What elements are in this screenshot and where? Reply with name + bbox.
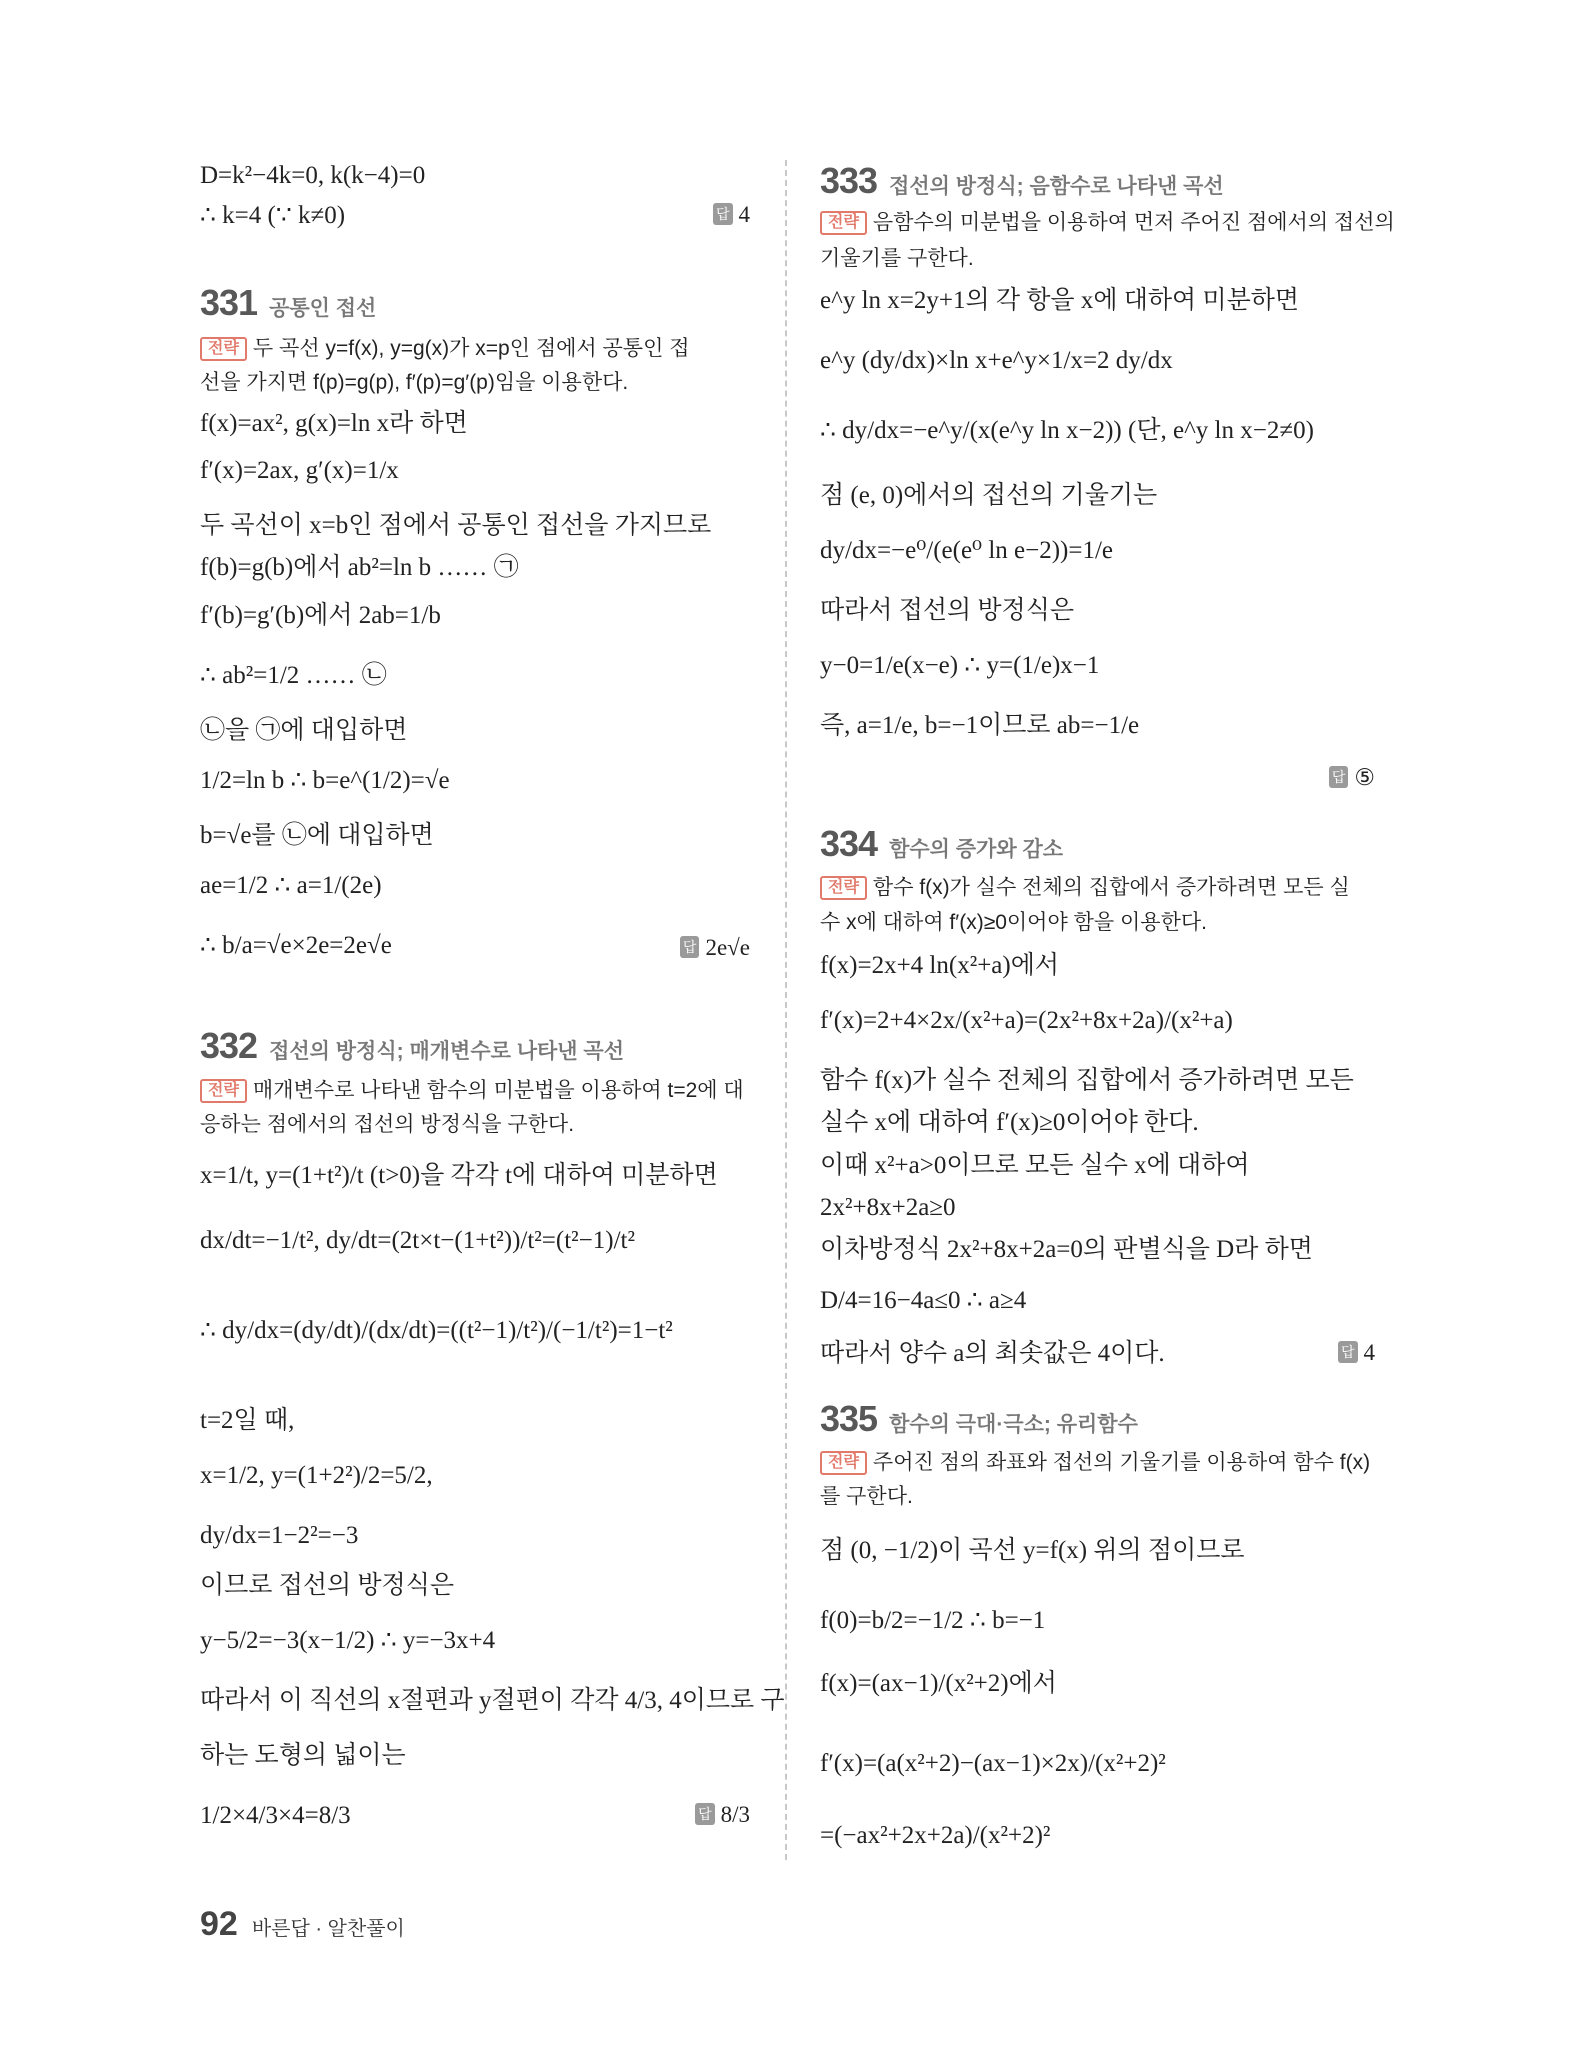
text-line: ∴ dy/dx=(dy/dt)/(dx/dt)=((t²−1)/t²)/(−1/t²)=1−t² [200,1317,673,1344]
problem-number: 334 [820,823,878,864]
strategy-line: 전략 매개변수로 나타낸 함수의 미분법을 이용하여 t=2에 대 [200,1076,744,1106]
problem-header-332 [200,1025,624,1067]
problem-number: 331 [200,282,258,323]
problem-title: 접선의 방정식; 매개변수로 나타낸 곡선 [269,1040,624,1063]
text-line: D/4=16−4a≤0 ∴ a≥4 [820,1287,1027,1314]
text-line: b=√e를 ㉡에 대입하면 [200,822,434,849]
text-line: D=k²−4k=0, k(k−4)=0 [200,162,426,189]
text-line: ∴ ab²=1/2 …… ㉡ [200,662,387,689]
text-line: ∴ dy/dx=−e^y/(x(e^y ln x−2)) (단, e^y ln x−2≠0) [820,417,1314,444]
text-line: 점 (e, 0)에서의 접선의 기울기는 [820,482,1158,509]
problem-number: 332 [200,1025,258,1066]
text-line: f′(b)=g′(b)에서 2ab=1/b [200,602,441,629]
problem-number: 333 [820,160,878,201]
text-line: 따라서 양수 a의 최솟값은 4이다. [820,1340,1165,1367]
page-footer [200,1905,405,1944]
text-line: f′(x)=(a(x²+2)−(ax−1)×2x)/(x²+2)² [820,1750,1166,1777]
text-line: 이므로 접선의 방정식은 [200,1572,455,1599]
text-line: 2x²+8x+2a≥0 [820,1194,956,1221]
text-line: e^y (dy/dx)×ln x+e^y×1/x=2 dy/dx [820,347,1173,374]
strategy-line: 전략 주어진 점의 좌표와 접선의 기울기를 이용하여 함수 f(x) [820,1448,1370,1478]
answer-value: ⑤ [1354,765,1375,790]
strategy-tag: 전략 [820,1451,867,1475]
answer-value: 4 [738,202,750,227]
strategy-line: 선을 가지면 f(p)=g(p), f′(p)=g′(p)임을 이용한다. [200,371,629,394]
answer-mark [680,935,750,961]
text-line: 따라서 접선의 방정식은 [820,597,1075,624]
text-line: x=1/2, y=(1+2²)/2=5/2, [200,1462,433,1489]
text-line: f′(x)=2+4×2x/(x²+a)=(2x²+8x+2a)/(x²+a) [820,1007,1233,1034]
problem-title: 접선의 방정식; 음함수로 나타낸 곡선 [889,175,1224,198]
problem-title: 함수의 극대·극소; 유리함수 [889,1413,1138,1436]
strategy-line: 응하는 점에서의 접선의 방정식을 구한다. [200,1113,575,1136]
text-line: f(x)=(ax−1)/(x²+2)에서 [820,1670,1057,1697]
answer-icon: 답 [1338,1341,1358,1363]
strategy-tag: 전략 [820,876,867,900]
text-line: 실수 x에 대하여 f′(x)≥0이어야 한다. [820,1109,1199,1136]
answer-mark [695,1802,750,1828]
text-line: x=1/t, y=(1+t²)/t (t>0)을 각각 t에 대하여 미분하면 [200,1162,718,1189]
answer-value: 8/3 [720,1802,750,1827]
text-line: f′(x)=2ax, g′(x)=1/x [200,457,399,484]
text-line: 이차방정식 2x²+8x+2a=0의 판별식을 D라 하면 [820,1236,1313,1263]
text-line: dx/dt=−1/t², dy/dt=(2t×t−(1+t²))/t²=(t²−1)/t² [200,1227,635,1254]
text-line: f(x)=2x+4 ln(x²+a)에서 [820,952,1060,979]
strategy-line: 기울기를 구한다. [820,247,974,270]
text-line: dy/dx=−e⁰/(e(e⁰ ln e−2))=1/e [820,537,1114,564]
text-line: 두 곡선이 x=b인 점에서 공통인 접선을 가지므로 [200,512,712,539]
text-line: 따라서 이 직선의 x절편과 y절편이 각각 4/3, 4이므로 구 [200,1687,785,1714]
text-line: ae=1/2 ∴ a=1/(2e) [200,872,382,899]
footer-title: 바른답 · 알찬풀이 [251,1918,405,1940]
answer-icon: 답 [713,203,733,225]
text-line: ∴ b/a=√e×2e=2e√e [200,932,392,959]
problem-title: 공통인 접선 [269,297,377,320]
text-line: 즉, a=1/e, b=−1이므로 ab=−1/e [820,712,1140,739]
strategy-line: 전략 두 곡선 y=f(x), y=g(x)가 x=p인 점에서 공통인 접 [200,334,690,364]
answer-value: 2e√e [705,935,750,960]
strategy-tag: 전략 [200,1079,247,1103]
strategy-tag: 전략 [820,211,867,235]
page-number: 92 [200,1905,238,1943]
text-line: 이때 x²+a>0이므로 모든 실수 x에 대하여 [820,1152,1250,1179]
text-line: e^y ln x=2y+1의 각 항을 x에 대하여 미분하면 [820,287,1300,314]
problem-title: 함수의 증가와 감소 [889,838,1064,861]
problem-number: 335 [820,1398,878,1439]
text-line: f(b)=g(b)에서 ab²=ln b …… ㉠ [200,554,519,581]
answer-icon: 답 [680,936,700,958]
text-line: 하는 도형의 넓이는 [200,1742,406,1769]
problem-header-335 [820,1398,1138,1440]
answer-mark [713,202,750,228]
answer-mark [1329,765,1375,791]
strategy-line: 전략 음함수의 미분법을 이용하여 먼저 주어진 점에서의 접선의 [820,208,1395,238]
strategy-line: 전략 함수 f(x)가 실수 전체의 집합에서 증가하려면 모든 실 [820,873,1350,903]
answer-icon: 답 [695,1803,715,1825]
strategy-tag: 전략 [200,337,247,361]
strategy-line: 를 구한다. [820,1485,913,1508]
text-line: =(−ax²+2x+2a)/(x²+2)² [820,1822,1051,1849]
strategy-line: 수 x에 대하여 f′(x)≥0이어야 함을 이용한다. [820,911,1207,934]
text-line: t=2일 때, [200,1407,295,1434]
text-line: y−0=1/e(x−e) ∴ y=(1/e)x−1 [820,652,1100,679]
text-line: dy/dx=1−2²=−3 [200,1522,359,1549]
text-line: 함수 f(x)가 실수 전체의 집합에서 증가하려면 모든 [820,1067,1354,1094]
column-divider [785,160,787,1860]
answer-mark [1338,1340,1375,1366]
answer-value: 4 [1363,1340,1375,1365]
text-line: ㉡을 ㉠에 대입하면 [200,717,408,744]
text-line: y−5/2=−3(x−1/2) ∴ y=−3x+4 [200,1627,496,1654]
problem-header-334 [820,823,1063,865]
answer-icon: 답 [1329,766,1349,788]
text-line: 1/2=ln b ∴ b=e^(1/2)=√e [200,767,450,794]
text-line: f(0)=b/2=−1/2 ∴ b=−1 [820,1607,1046,1634]
problem-header-331 [200,282,376,324]
text-line: ∴ k=4 (∵ k≠0) [200,202,346,229]
text-line: f(x)=ax², g(x)=ln x라 하면 [200,410,468,437]
problem-header-333 [820,160,1224,202]
text-line: 점 (0, −1/2)이 곡선 y=f(x) 위의 점이므로 [820,1537,1245,1564]
text-line: 1/2×4/3×4=8/3 [200,1802,351,1829]
